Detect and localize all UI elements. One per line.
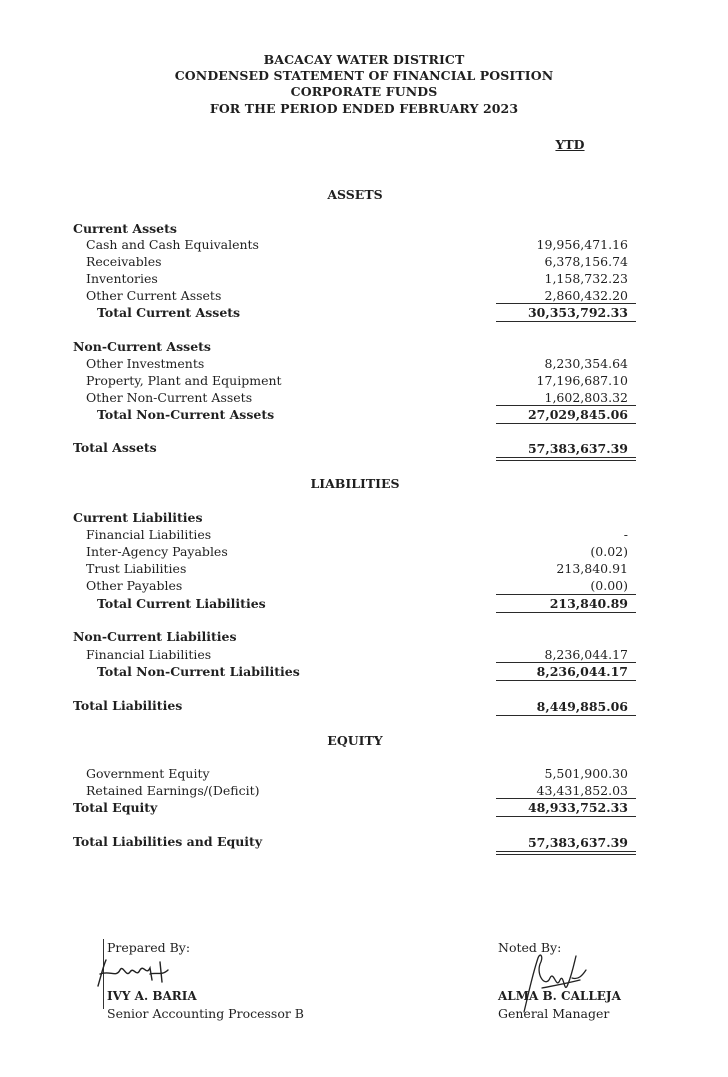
row-amount: 8,236,044.17: [544, 647, 628, 662]
row-amount: 8,230,354.64: [544, 356, 628, 371]
prepared-by-caption: Prepared By:: [107, 940, 191, 955]
total-rule: [496, 423, 636, 424]
prepared-by-name: IVY A. BARIA: [107, 989, 197, 1003]
total-rule: [496, 816, 636, 817]
row-label: Property, Plant and Equipment: [86, 373, 282, 388]
double-rule: [496, 851, 636, 855]
subtotal-rule: [496, 662, 636, 663]
double-rule: [496, 457, 636, 461]
total-non-current-liabilities-amount: 8,236,044.17: [536, 664, 628, 679]
total-liabilities-equity-label: Total Liabilities and Equity: [73, 834, 263, 849]
total-current-liabilities-label: Total Current Liabilities: [97, 596, 266, 611]
row-amount: -: [623, 527, 628, 542]
row-amount: 5,501,900.30: [544, 766, 628, 781]
row-label: Trust Liabilities: [86, 561, 187, 576]
row-label: Other Payables: [86, 578, 183, 593]
total-rule: [496, 680, 636, 681]
row-label: Cash and Cash Equivalents: [86, 237, 259, 252]
total-rule: [496, 715, 636, 716]
row-amount: 6,378,156.74: [544, 254, 628, 269]
total-current-liabilities-amount: 213,840.89: [549, 596, 628, 611]
total-assets-label: Total Assets: [73, 440, 157, 455]
ytd-column-header: YTD: [555, 137, 585, 152]
row-amount: 43,431,852.03: [536, 783, 628, 798]
total-liabilities-label: Total Liabilities: [73, 698, 183, 713]
statement-title: CONDENSED STATEMENT OF FINANCIAL POSITION: [174, 68, 554, 83]
subtotal-rule: [496, 798, 636, 799]
total-equity-label: Total Equity: [73, 800, 158, 815]
noted-by-position: General Manager: [498, 1006, 610, 1021]
current-liabilities-heading: Current Liabilities: [73, 510, 203, 525]
total-non-current-liabilities-label: Total Non-Current Liabilities: [97, 664, 300, 679]
district-name: BACACAY WATER DISTRICT: [263, 52, 465, 67]
total-assets-amount: 57,383,637.39: [527, 441, 628, 456]
subtotal-rule: [496, 594, 636, 595]
total-non-current-assets-label: Total Non-Current Assets: [97, 407, 275, 422]
assets-heading: ASSETS: [327, 187, 383, 202]
row-amount: 1,602,803.32: [544, 390, 628, 405]
total-equity-amount: 48,933,752.33: [527, 800, 628, 815]
subtotal-rule: [496, 405, 636, 406]
row-amount: 213,840.91: [556, 561, 628, 576]
current-assets-heading: Current Assets: [73, 221, 177, 236]
equity-heading: EQUITY: [327, 733, 383, 748]
prepared-by-signature: [90, 952, 180, 992]
row-label: Financial Liabilities: [86, 647, 212, 662]
total-liabilities-amount: 8,449,885.06: [536, 699, 628, 714]
row-amount: 2,860,432.20: [544, 288, 628, 303]
subtotal-rule: [496, 303, 636, 304]
row-label: Other Current Assets: [86, 288, 222, 303]
row-label: Government Equity: [86, 766, 210, 781]
row-label: Financial Liabilities: [86, 527, 212, 542]
row-label: Other Investments: [86, 356, 205, 371]
noted-by-caption: Noted By:: [498, 940, 562, 955]
row-amount: (0.02): [590, 544, 628, 559]
row-label: Retained Earnings/(Deficit): [86, 783, 260, 798]
total-current-assets-label: Total Current Assets: [97, 305, 241, 320]
total-rule: [496, 612, 636, 613]
row-amount: 17,196,687.10: [536, 373, 628, 388]
total-current-assets-amount: 30,353,792.33: [527, 305, 628, 320]
period-label: FOR THE PERIOD ENDED FEBRUARY 2023: [209, 101, 519, 116]
prepared-by-position: Senior Accounting Processor B: [107, 1006, 304, 1021]
total-liabilities-equity-amount: 57,383,637.39: [527, 835, 628, 850]
row-amount: 19,956,471.16: [536, 237, 628, 252]
total-rule: [496, 321, 636, 322]
noted-by-name: ALMA B. CALLEJA: [498, 989, 621, 1003]
row-label: Other Non-Current Assets: [86, 390, 253, 405]
total-non-current-assets-amount: 27,029,845.06: [527, 407, 628, 422]
row-amount: (0.00): [590, 578, 628, 593]
non-current-liabilities-heading: Non-Current Liabilities: [73, 629, 237, 644]
row-amount: 1,158,732.23: [544, 271, 628, 286]
non-current-assets-heading: Non-Current Assets: [73, 339, 211, 354]
row-label: Inter-Agency Payables: [86, 544, 228, 559]
liabilities-heading: LIABILITIES: [310, 476, 400, 491]
row-label: Receivables: [86, 254, 162, 269]
row-label: Inventories: [86, 271, 158, 286]
fund-name: CORPORATE FUNDS: [290, 84, 438, 99]
